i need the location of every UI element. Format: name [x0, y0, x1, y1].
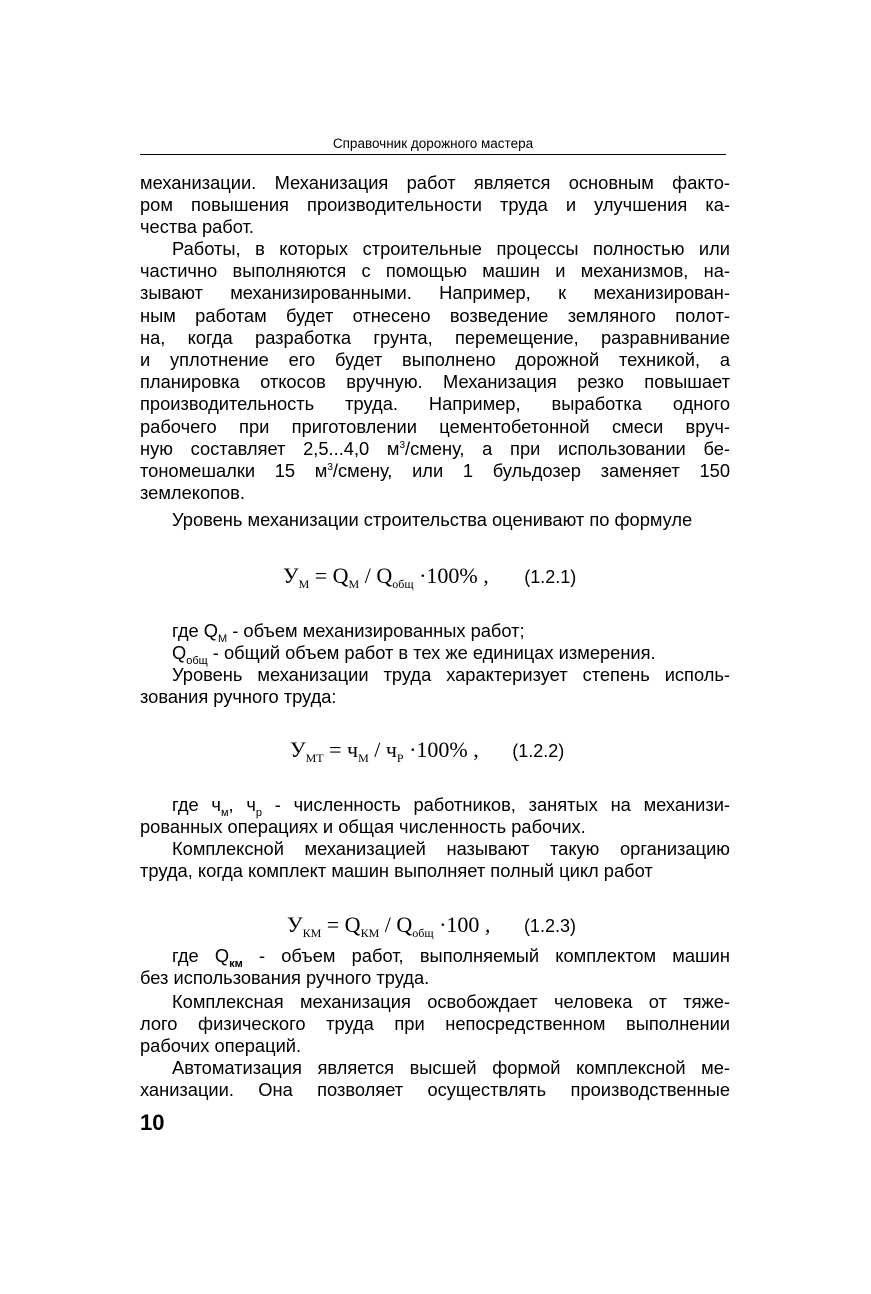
formula-1-2-1 — [283, 563, 576, 592]
paragraph-5 — [140, 838, 730, 882]
text-line: рабочих операций. — [140, 1035, 302, 1057]
text-line: лого физического труда при непосредственном выполнении — [140, 1013, 730, 1035]
text-line: частично выполняются с помощью машин и механизмов, на- — [140, 260, 730, 282]
equation-number: (1.2.1) — [524, 567, 577, 587]
paragraph-7 — [140, 1057, 730, 1101]
text-fragment: - объем механизированных работ; — [227, 620, 525, 641]
formula-subscript: Р — [396, 751, 404, 765]
text-line: Автоматизация является высшей формой комплексной ме- — [172, 1057, 730, 1078]
formula-symbol: У — [287, 912, 303, 937]
formula-subscript: общ — [412, 926, 434, 940]
text-line — [140, 945, 730, 970]
text-line: Уровень механизации строительства оценивают по формуле — [172, 509, 693, 530]
paragraph-1 — [140, 172, 730, 239]
formula-symbol: = ч — [323, 737, 359, 762]
formula-symbol: ·100 , — [433, 912, 491, 937]
paragraph-4 — [140, 664, 730, 708]
formula-subscript: М — [298, 577, 310, 591]
text-fragment: Q — [172, 642, 187, 664]
formula-subscript: общ — [392, 577, 414, 591]
text-fragment: /смену, а при использовании бе- — [405, 437, 730, 459]
text-line: ным работам будет отнесено возведение земляного полот- — [140, 304, 730, 326]
text-fragment: где ч — [172, 794, 221, 815]
formula-subscript: МТ — [305, 751, 324, 765]
text-fragment: где Q — [172, 620, 218, 641]
formula-1-2-3 — [287, 912, 576, 941]
text-line — [140, 642, 730, 668]
text-line: и уплотнение его будет выполнено дорожной техникой, а — [140, 349, 730, 371]
text-fragment: /смену, или 1 бульдозер заменяет 150 — [332, 460, 730, 482]
text-line — [140, 620, 730, 645]
text-fragment: , ч — [228, 794, 256, 815]
subscript: км — [229, 958, 243, 970]
formula-symbol: ·100% , — [403, 737, 479, 762]
formula-symbol: ·100% , — [413, 563, 489, 588]
paragraph-3 — [140, 509, 730, 531]
superscript: 3 — [399, 439, 406, 451]
text-line — [140, 460, 730, 482]
text-line: зывают механизированными. Например, к механизирован- — [140, 282, 730, 304]
text-line: механизации. Механизация работ является основным факто- — [140, 172, 730, 193]
text-line: Комплексной механизацией называют такую организацию — [172, 838, 730, 859]
formula-1-2-2 — [290, 737, 564, 766]
formula-symbol: У — [290, 737, 306, 762]
paragraph-2 — [140, 238, 730, 504]
formula-subscript: М — [348, 577, 360, 591]
text-fragment: где Q — [172, 945, 230, 966]
text-line: рабочего при приготовлении цементобетонной смеси вруч- — [140, 415, 730, 437]
text-line: зования ручного труда: — [140, 686, 337, 708]
text-line: без использования ручного труда. — [140, 967, 430, 989]
subscript: м — [220, 807, 229, 819]
formula-symbol: / ч — [368, 737, 397, 762]
running-header: Справочник дорожного мастера — [332, 136, 534, 151]
text-line: землекопов. — [140, 482, 245, 504]
text-fragment: - объем работ, выполняемый комплектом машин — [242, 945, 730, 966]
where-block-1 — [140, 620, 730, 668]
text-line: Работы, в которых строительные процессы полностью или — [172, 238, 730, 259]
equation-number: (1.2.3) — [523, 916, 576, 936]
text-fragment: ную составляет 2,5...4,0 м — [140, 437, 400, 459]
subscript: р — [255, 807, 263, 819]
text-line: чества работ. — [140, 216, 254, 238]
text-line: Уровень механизации труда характеризует степень исполь- — [172, 664, 730, 685]
superscript: 3 — [327, 462, 333, 474]
header-rule — [140, 154, 726, 155]
text-line: производительность труда. Например, выработка одного — [140, 393, 730, 415]
text-line: планировка откосов вручную. Механизация резко повышает — [140, 371, 730, 393]
text-fragment: тономешалки 15 м — [140, 460, 328, 482]
text-line: Комплексная механизация освобождает человека от тяже- — [172, 991, 730, 1012]
text-line — [140, 438, 730, 460]
where-block-2 — [140, 794, 730, 838]
subscript: общ — [186, 655, 208, 668]
formula-symbol: / Q — [359, 563, 393, 588]
where-block-3 — [140, 945, 730, 989]
text-line — [140, 794, 731, 819]
text-fragment: - численность работников, занятых на механизи- — [262, 794, 731, 815]
text-line: ханизации. Она позволяет осуществлять производственные — [140, 1079, 730, 1101]
equation-number: (1.2.2) — [512, 741, 565, 761]
subscript: М — [217, 633, 228, 645]
text-line: на, когда разработка грунта, перемещение, разравнивание — [140, 326, 730, 348]
formula-symbol: = Q — [321, 912, 361, 937]
formula-symbol: / Q — [379, 912, 413, 937]
formula-symbol: У — [283, 563, 299, 588]
formula-subscript: КМ — [302, 926, 322, 940]
paragraph-6 — [140, 991, 730, 1058]
page-number: 10 — [140, 1110, 165, 1135]
text-line: труда, когда комплект машин выполняет полный цикл работ — [140, 860, 653, 882]
text-fragment: - общий объем работ в тех же единицах измерения. — [207, 642, 656, 664]
formula-subscript: КМ — [360, 926, 380, 940]
formula-subscript: М — [358, 751, 369, 765]
text-line: рованных операциях и общая численность рабочих. — [140, 816, 586, 838]
text-line: ром повышения производительности труда и улучшения ка- — [140, 194, 730, 216]
formula-symbol: = Q — [309, 563, 349, 588]
